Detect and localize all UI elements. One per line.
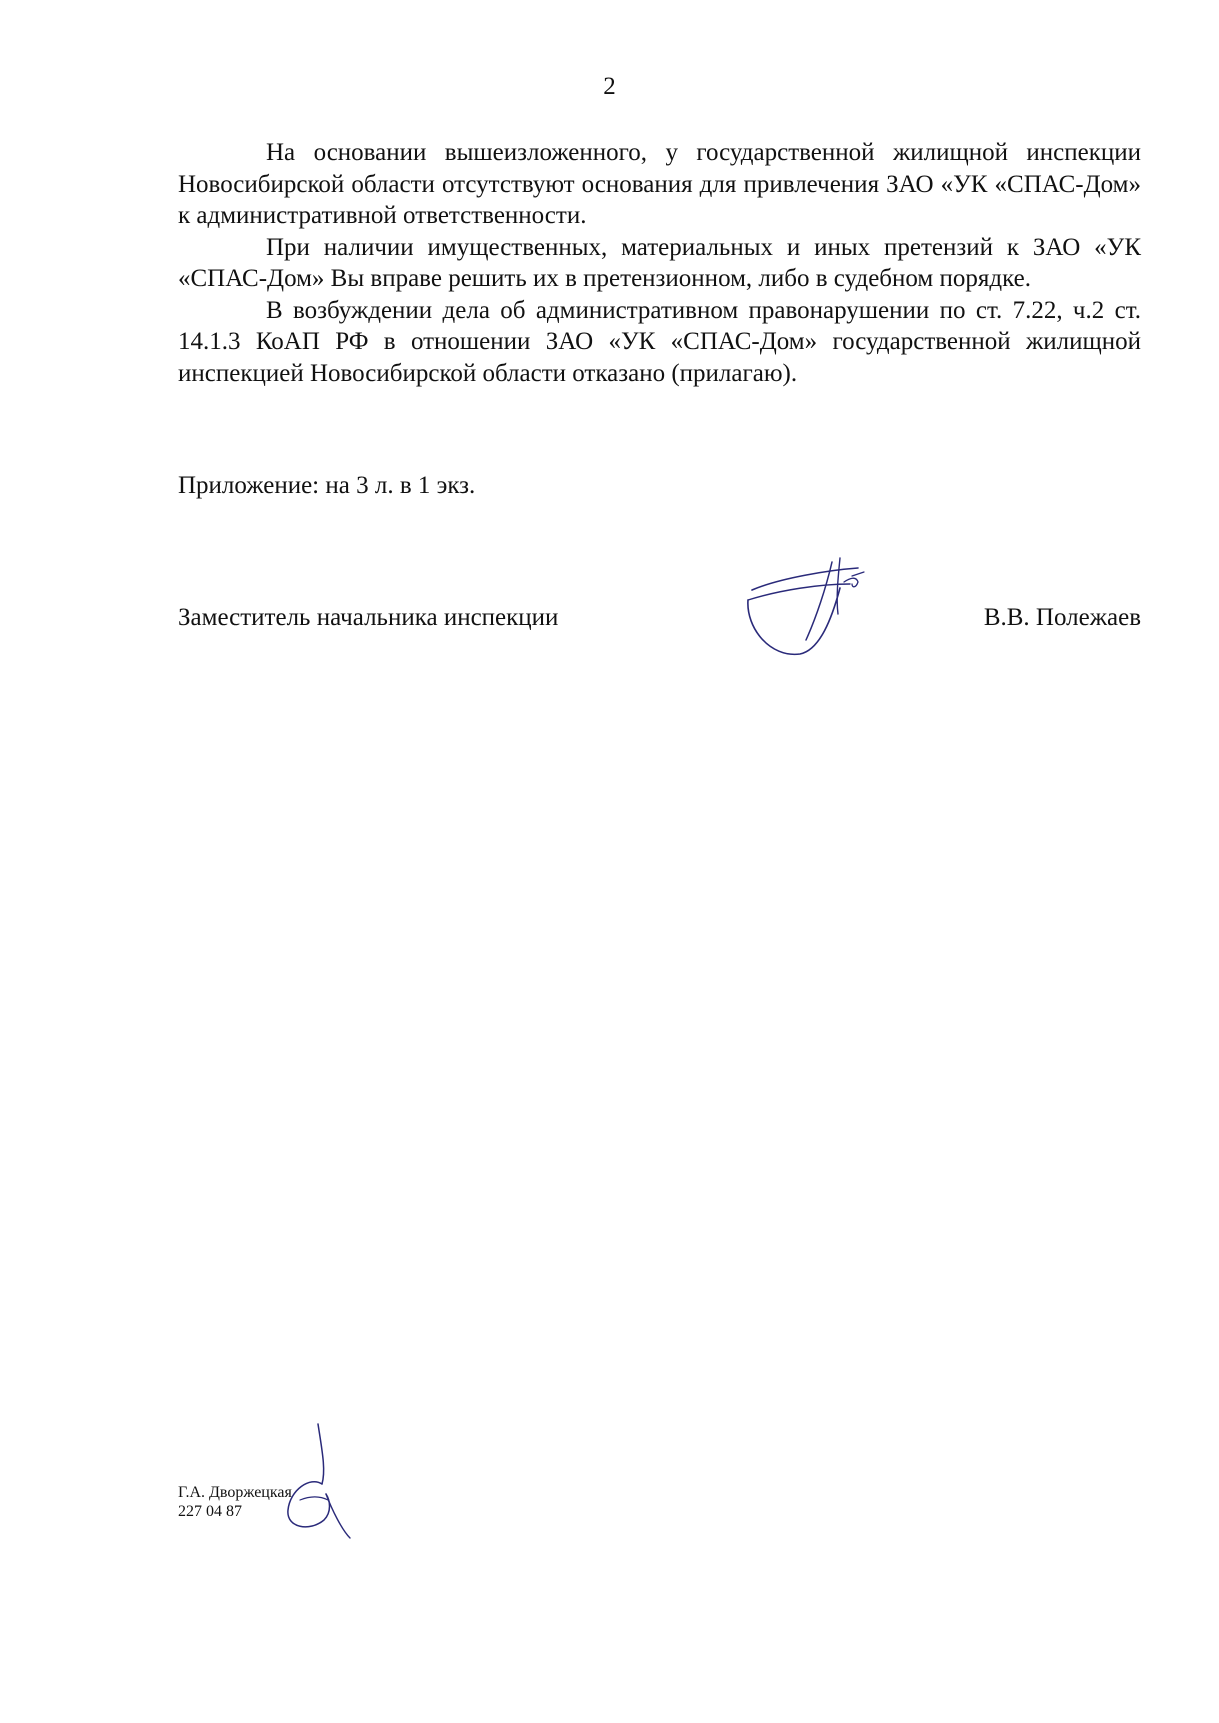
attachment-note: Приложение: на 3 л. в 1 экз. xyxy=(178,472,476,499)
page-number: 2 xyxy=(603,73,616,100)
executor-name: Г.А. Дворжецкая xyxy=(178,1484,292,1501)
paragraph-refusal: В возбуждении дела об административном правонарушении по ст. 7.22, ч.2 ст. 14.1.3 КоАП РФ в отношении ЗАО «УК «СПАС-Дом» государственной жилищной инспекцией Новосибирской области отказано (прилагаю). xyxy=(178,296,1141,387)
paragraph-conclusion: На основании вышеизложенного, у государственной жилищной инспекции Новосибирской области отсутствуют основания для привлечения ЗАО «УК «СПАС-Дом» к административной ответственности. xyxy=(178,139,1141,229)
letter-body xyxy=(178,137,1141,389)
signer-title: Заместитель начальника инспекции xyxy=(178,604,559,631)
executor-info xyxy=(178,1483,292,1521)
paragraph-claims: При наличии имущественных, материальных и иных претензий к ЗАО «УК «СПАС-Дом» Вы вправе решить их в претензионном, либо в судебном порядке. xyxy=(178,233,1141,292)
signer-name: В.В. Полежаев xyxy=(983,604,1141,631)
handwritten-signature xyxy=(740,548,920,668)
executor-phone: 227 04 87 xyxy=(178,1503,242,1520)
